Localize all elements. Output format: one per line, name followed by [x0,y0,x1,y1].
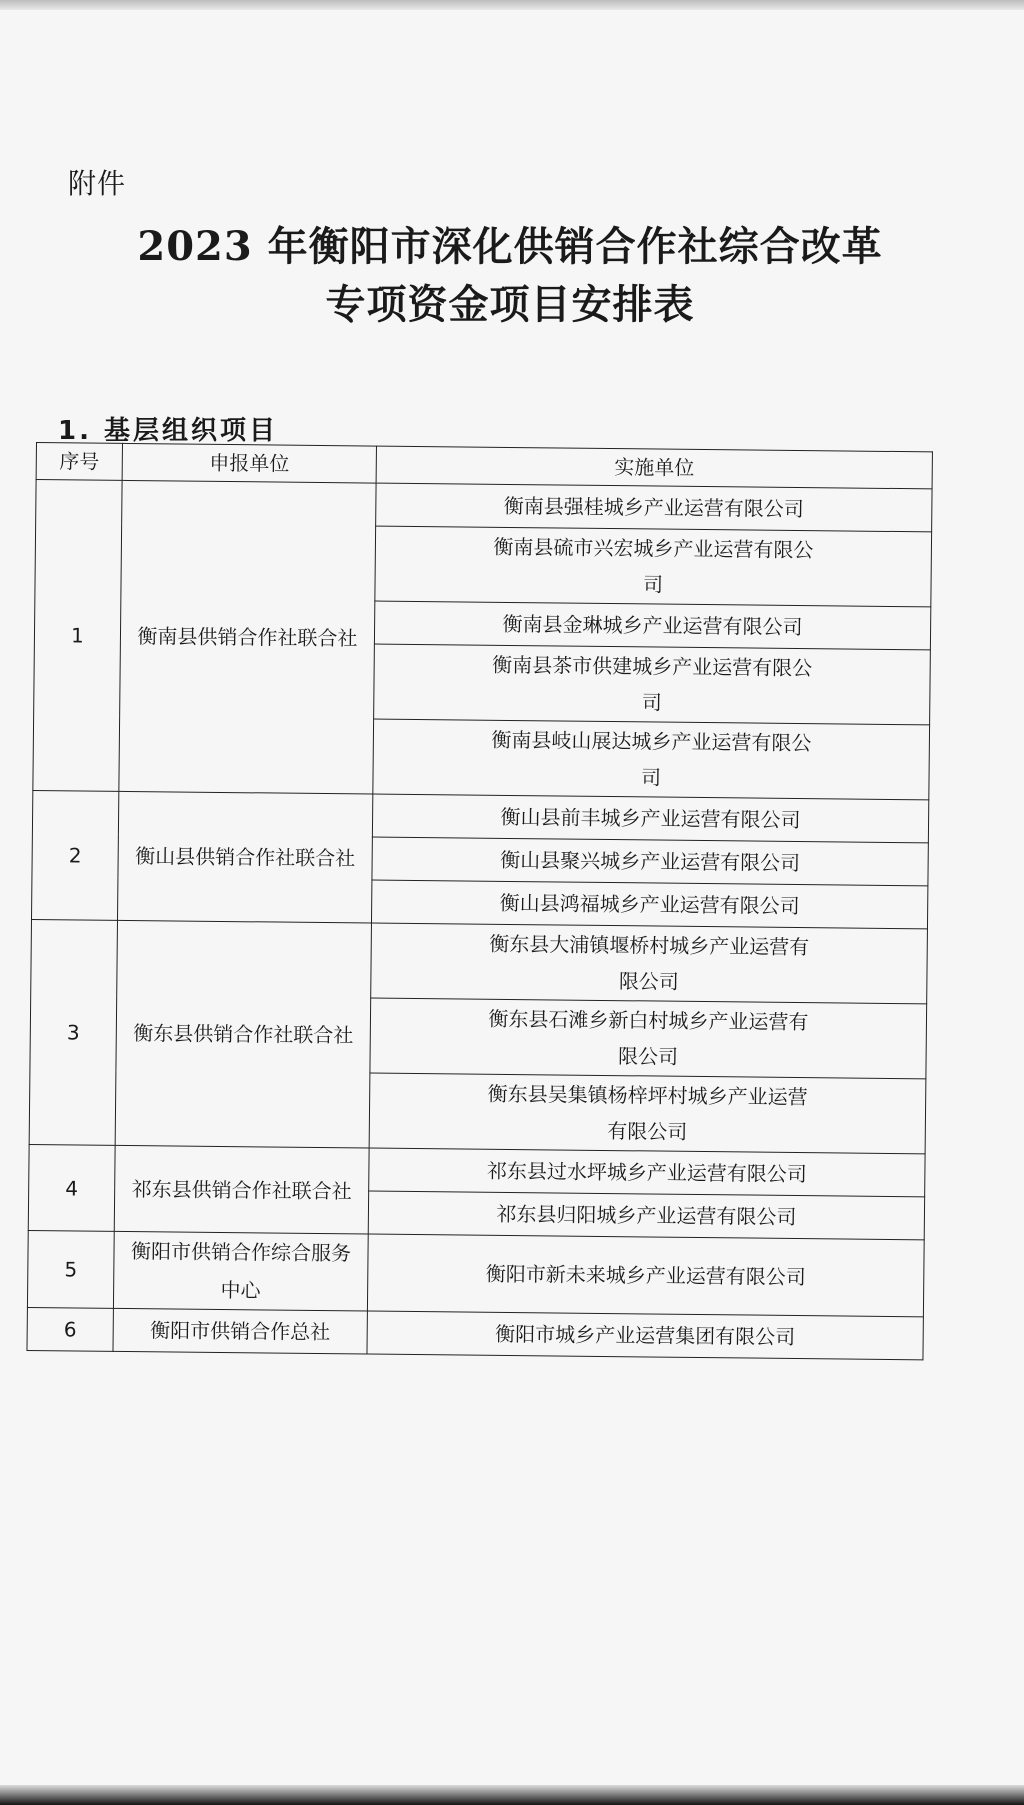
row-number: 4 [28,1144,115,1231]
table-row [27,1307,923,1359]
attachment-label: 附件 [68,167,127,200]
row-number: 6 [27,1307,113,1351]
applicant-unit-cell [117,791,372,923]
implementing-unit-cell [372,794,928,843]
implementing-unit-cell [371,923,928,1004]
applicant-unit-cell [119,480,376,794]
applicant-unit-cell [113,1231,368,1311]
implementing-unit: 衡东县吴集镇杨梓坪村城乡产业运营有限公司 [487,1081,808,1144]
scan-top-edge [0,0,1024,10]
implementing-unit: 衡南县硫市兴宏城乡产业运营有限公司 [493,534,814,597]
implementing-unit-cell [375,526,932,607]
applicant-unit: 衡山县供销合作社联合社 [135,844,356,871]
project-table [26,442,932,1360]
header-impl: 实施单位 [376,446,932,489]
row-number: 3 [29,919,117,1145]
applicant-unit: 衡阳市供销合作综合服务中心 [130,1239,352,1303]
row-number: 1 [33,480,122,792]
section-heading: 1. 基层组织项目 [58,416,279,446]
table-row [31,919,928,1003]
title-line-2: 专项资金项目安排表 [325,281,695,328]
document-title [80,218,940,334]
implementing-unit-cell [373,719,930,800]
table-body [27,480,932,1360]
implementing-unit-cell [367,1311,923,1360]
scan-bottom-edge [0,1785,1024,1805]
applicant-unit-cell [113,1308,367,1354]
applicant-unit: 祁东县供销合作社联合社 [131,1176,352,1203]
applicant-unit: 衡南县供销合作社联合社 [137,624,358,651]
implementing-unit: 衡山县前丰城乡产业运营有限公司 [500,804,801,833]
implementing-unit-cell [376,483,932,532]
implementing-unit: 祁东县归阳城乡产业运营有限公司 [496,1201,797,1230]
implementing-unit-cell [369,1148,925,1197]
implementing-unit: 衡南县强桂城乡产业运营有限公司 [503,493,804,522]
implementing-unit: 衡东县大浦镇堰桥村城乡产业运营有限公司 [489,931,810,994]
implementing-unit-cell [372,837,928,886]
implementing-unit: 衡阳市新未来城乡产业运营有限公司 [485,1261,806,1290]
implementing-unit-cell [371,880,927,929]
implementing-unit: 衡东县石滩乡新白村城乡产业运营有限公司 [488,1006,809,1069]
implementing-unit: 衡南县金琳城乡产业运营有限公司 [502,611,803,640]
implementing-unit: 衡山县鸿福城乡产业运营有限公司 [499,890,800,919]
implementing-unit: 祁东县过水坪城乡产业运营有限公司 [486,1158,808,1187]
applicant-unit: 衡东县供销合作社联合社 [133,1021,354,1048]
implementing-unit-cell [367,1234,924,1317]
applicant-unit-cell [114,1145,369,1234]
implementing-unit-cell [374,644,931,725]
implementing-unit: 衡南县岐山展达城乡产业运营有限公司 [491,727,812,790]
row-number: 5 [27,1230,114,1308]
applicant-unit: 衡阳市供销合作总社 [150,1318,331,1345]
implementing-unit: 衡南县茶市供建城乡产业运营有限公司 [492,652,813,715]
table-row [32,790,928,842]
implementing-unit-cell [370,998,927,1079]
implementing-unit-cell [368,1191,924,1240]
header-no: 序号 [36,443,122,481]
table-row [36,480,932,532]
implementing-unit-cell [369,1073,926,1154]
table-row [27,1230,924,1316]
row-number: 2 [31,790,118,920]
title-line-1: 2023 年衡阳市深化供销合作社综合改革 [137,223,883,270]
applicant-unit-cell [115,920,371,1148]
implementing-unit: 衡山县聚兴城乡产业运营有限公司 [500,847,801,876]
table-row [29,1144,925,1196]
header-unit: 申报单位 [122,443,376,483]
implementing-unit-cell [374,601,930,650]
implementing-unit: 衡阳市城乡产业运营集团有限公司 [495,1321,796,1349]
